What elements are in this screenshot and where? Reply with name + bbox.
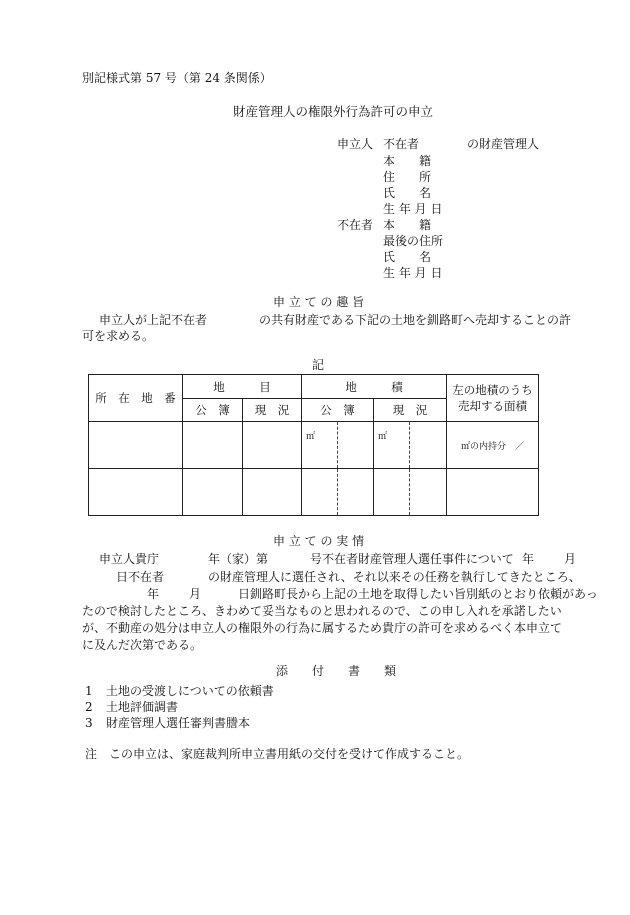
applicant-prefix: 不在者 — [383, 137, 420, 151]
attachment-text: 土地評価調書 — [106, 700, 179, 714]
cell-chiseki-actual-fraction — [410, 422, 447, 469]
facts-l5: が、不動産の処分は申立人の権限外の行為に属するため貴庁の許可を求めるべく本申立て — [82, 621, 563, 635]
header-sell-area-line2: 売却する面積 — [458, 399, 527, 413]
cell-chimoku-official — [183, 469, 243, 516]
absentee-field-name: 氏 名 — [383, 250, 432, 264]
facts-heading: 申 立 て の 実 情 — [273, 534, 365, 548]
cell-sell-area — [447, 469, 539, 516]
applicant-suffix: の財産管理人 — [467, 137, 540, 151]
facts-l1-a: 申立人貴庁 — [99, 552, 160, 566]
attachment-text: 財産管理人選任審判書謄本 — [106, 716, 251, 730]
cell-location — [89, 469, 183, 516]
table-row — [89, 469, 539, 516]
land-table — [88, 374, 539, 516]
facts-l1-d: 年 — [522, 552, 535, 566]
cell-chiseki-official — [302, 469, 338, 516]
cell-chiseki-actual — [374, 469, 410, 516]
header-chimoku: 地 目 — [183, 375, 302, 399]
header-chiseki-actual: 現 況 — [374, 399, 447, 422]
header-chiseki: 地 積 — [302, 375, 447, 399]
facts-l4: たので検討したところ、きわめて妥当なものと思われるので、この申し入れを承諾したい — [82, 604, 562, 618]
absentee-field-domicile: 本 籍 — [383, 218, 432, 232]
header-sell-area-line1: 左の地積のうち — [452, 383, 533, 397]
ki-marker: 記 — [312, 358, 325, 372]
absentee-field-birthdate: 生 年 月 日 — [383, 266, 443, 280]
form-number: 別記様式第 57 号（第 24 条関係） — [82, 71, 272, 85]
purpose-text-1b: の共有財産である下記の土地を釧路町へ売却することの許 — [259, 313, 572, 327]
cell-chiseki-official — [302, 422, 338, 469]
applicant-field-domicile: 本 籍 — [383, 154, 432, 168]
cell-chiseki-actual — [374, 422, 410, 469]
absentee-label: 不在者 — [337, 218, 374, 232]
cell-location — [89, 422, 183, 469]
facts-l2-a: 日不在者 — [116, 570, 165, 584]
applicant-field-address: 住 所 — [383, 170, 432, 184]
facts-l3-c: 日釧路町長から上記の土地を取得したい旨別紙のとおり依頼があっ — [238, 587, 598, 601]
cell-chiseki-actual-fraction — [410, 469, 447, 516]
facts-l6: に及んだ次第である。 — [82, 638, 203, 652]
cell-chimoku-actual — [243, 422, 302, 469]
purpose-text-2: 可を求める。 — [82, 329, 155, 343]
attachment-num: 2 — [85, 700, 93, 714]
applicant-field-name: 氏 名 — [383, 186, 432, 200]
cell-chimoku-actual — [243, 469, 302, 516]
purpose-text-1a: 申立人が上記不在者 — [99, 313, 208, 327]
header-chiseki-official: 公 簿 — [302, 399, 374, 422]
header-sell-area — [447, 375, 539, 422]
header-chimoku-actual: 現 況 — [243, 399, 302, 422]
cell-chiseki-official-fraction — [338, 469, 374, 516]
cell-chiseki-official-fraction — [338, 422, 374, 469]
purpose-heading: 申 立 て の 趣 旨 — [273, 295, 365, 309]
footnote: 注 この申立は、家庭裁判所申立書用紙の交付を受けて作成すること。 — [85, 747, 470, 761]
absentee-field-last-address: 最後の住所 — [383, 234, 444, 248]
document-title: 財産管理人の権限外行為許可の申立 — [233, 104, 434, 119]
sqm-unit: ㎡ — [306, 432, 316, 442]
header-chimoku-official: 公 簿 — [183, 399, 243, 422]
attachment-text: 土地の受渡しについての依頼書 — [106, 684, 274, 698]
sqm-unit: ㎡ — [378, 432, 388, 442]
header-location: 所 在 地 番 — [89, 375, 183, 422]
attachment-num: 1 — [85, 684, 93, 698]
facts-l1-b: 年（家）第 — [208, 552, 269, 566]
facts-l1-e: 月 — [564, 552, 577, 566]
attachments-heading: 添 付 書 類 — [276, 664, 397, 678]
attachment-num: 3 — [85, 716, 93, 730]
applicant-label: 申立人 — [337, 137, 374, 151]
facts-l3-a: 年 — [147, 587, 160, 601]
facts-l3-b: 月 — [189, 587, 202, 601]
cell-chimoku-official — [183, 422, 243, 469]
applicant-field-birthdate: 生 年 月 日 — [383, 202, 443, 216]
facts-l1-c: 号不在者財産管理人選任事件について — [310, 552, 514, 566]
facts-l2-b: の財産管理人に選任され、それ以来その任務を執行してきたところ、 — [208, 570, 581, 584]
cell-sell-area: ㎡の内持分 ／ — [447, 422, 539, 469]
table-row — [89, 422, 539, 469]
